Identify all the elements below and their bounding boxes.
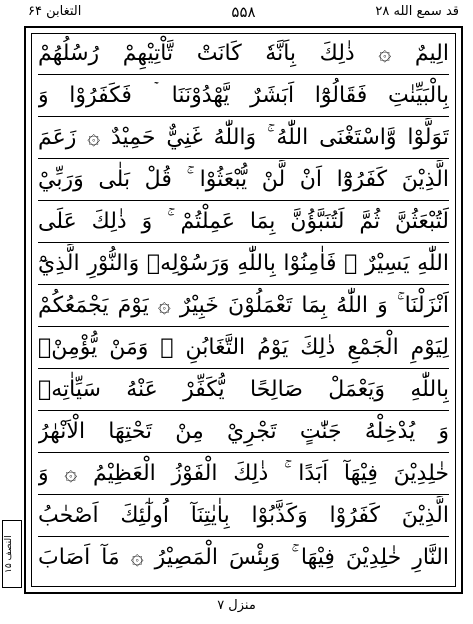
verse-line: تَوَلَّوْا وَّاسْتَغْنَى اللّٰهُ ۚ وَاللّٰهُ غَنِيٌّ حَمِيْدٌ ۞ زَعَمَ: [38, 118, 449, 159]
verse-line: وَ يُدْخِلْهُ جَنّٰتٍ تَجْرِيْ مِنْ تَحْتِهَا الْاَنْهٰرُ: [38, 412, 449, 453]
verse-line: بِالْبَيِّنٰتِ فَقَالُوْٓا اَبَشَرٌ يَّهْدُوْنَنَا ۡ فَكَفَرُوْا وَ: [38, 76, 449, 117]
page-frame: [24, 26, 463, 594]
margin-marker: النصف ۱۵: [2, 520, 22, 588]
juz-name-header: قد سمع الله ۲۸: [375, 4, 459, 19]
surah-name-header: التغابن ۶۴: [28, 4, 82, 19]
verse-line: النَّارِ خٰلِدِيْنَ فِيْهَا ۚ وَبِئْسَ الْمَصِيْرُ ۞ مَآ اَصَابَ: [38, 545, 449, 570]
verse-line: الَّذِيْنَ كَفَرُوْٓا اَنْ لَّنْ يُّبْعَثُوْا ۚ قُلْ بَلٰى وَرَبِّيْ: [38, 160, 449, 201]
verse-line: اللّٰهِ يَسِيْرٌ ۞ فَاٰمِنُوْا بِاللّٰهِ وَرَسُوْلِهٖ وَالنُّوْرِ الَّذِيْٓ: [38, 244, 449, 285]
page-number: ۵۵۸: [231, 3, 256, 21]
page-header: [28, 2, 459, 24]
text-area: [31, 33, 456, 587]
manzil-footer: منزل ۷: [217, 598, 256, 613]
verse-line: الَّذِيْنَ كَفَرُوْا وَكَذَّبُوْا بِاٰيٰتِنَآ اُولٰٓئِكَ اَصْحٰبُ: [38, 496, 449, 537]
verse-line: بِاللّٰهِ وَيَعْمَلْ صَالِحًا يُّكَفِّرْ عَنْهُ سَيِّاٰتِهٖ: [38, 370, 449, 411]
verse-line: الِيمٌ ۞ ذٰلِكَ بِاَنَّهٗ كَانَتْ تَّاْتِيْهِمْ رُسُلُهُمْ: [38, 34, 449, 75]
verse-line: خٰلِدِيْنَ فِيْهَآ اَبَدًا ۚ ذٰلِكَ الْفَوْزُ الْعَظِيْمُ ۞ وَ: [38, 454, 449, 495]
verse-line: لَتُبْعَثُنَّ ثُمَّ لَتُنَبَّؤُنَّ بِمَا عَمِلْتُمْ ۚ وَ ذٰلِكَ عَلَى: [38, 202, 449, 243]
verse-line: اَنْزَلْنَا ۚ وَ اللّٰهُ بِمَا تَعْمَلُوْنَ خَبِيْرٌ ۞ يَوْمَ يَجْمَعُكُمْ: [38, 286, 449, 327]
verse-line: لِيَوْمِ الْجَمْعِ ذٰلِكَ يَوْمُ التَّغَابُنِ ۚ وَمَنْ يُّؤْمِنْۢ: [38, 328, 449, 369]
